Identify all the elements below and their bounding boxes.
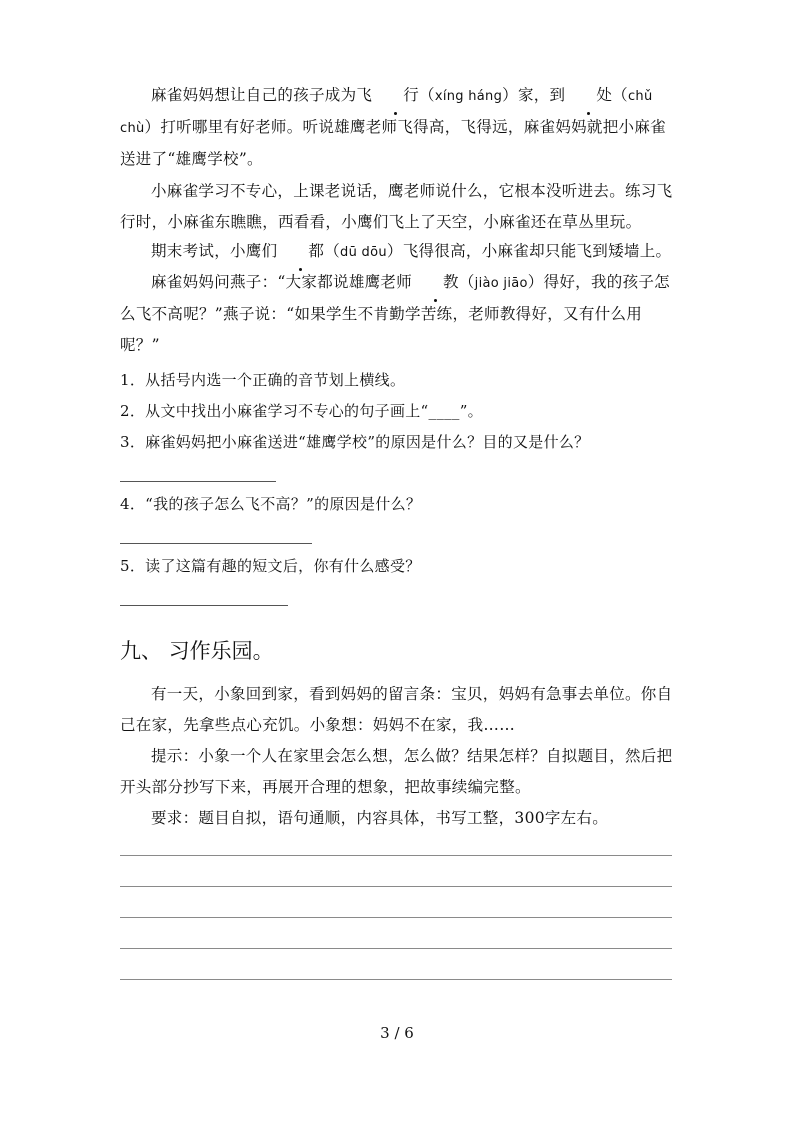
writing-line[interactable] xyxy=(120,855,672,856)
answer-line-4[interactable] xyxy=(120,543,312,544)
dotted-char: 教 xyxy=(412,267,459,298)
question-1: 1．从括号内选一个正确的音节划上横线。 xyxy=(120,371,406,389)
hint-paragraph: 提示：小象一个人在家里会怎么想，怎么做？结果怎样？自拟题目，然后把开头部分抄写下来，再展开合理的想象，把故事续编完整。 xyxy=(120,747,673,796)
requirement-paragraph: 要求：题目自拟，语句通顺，内容具体，书写工整，300字左右。 xyxy=(151,809,609,827)
writing-line[interactable] xyxy=(120,979,672,980)
pinyin-options: xíng háng xyxy=(434,89,503,104)
dotted-char: 处 xyxy=(565,80,612,111)
story-paragraph-4: 麻雀妈妈问燕子：“大家都说雄鹰老师 教（jiào jiāo）得好，我的孩子怎么飞不高呢？”燕子说：“如果学生不肯勤学苦练，老师教得好，又有什么用呢？” xyxy=(120,267,680,361)
page-number: 3 / 6 xyxy=(380,1024,414,1042)
story-paragraph-3: 期末考试，小鹰们 都（dū dōu）飞得很高，小麻雀却只能飞到矮墙上。 xyxy=(120,236,680,268)
pinyin-options: jiào jiāo xyxy=(474,276,528,291)
story-paragraph-1: 麻雀妈妈想让自己的孩子成为飞 行（xíng háng）家，到 处（chǔ chù）打听哪里有好老师。听说雄鹰老师飞得高，飞得远，麻雀妈妈就把小麻雀送进了“雄鹰学校”。 xyxy=(120,80,680,175)
pinyin-options: dū dōu xyxy=(340,245,387,260)
answer-line-5[interactable] xyxy=(120,605,288,606)
prompt-paragraph: 有一天，小象回到家，看到妈妈的留言条：宝贝，妈妈有急事去单位。你自己在家，先拿些点心充饥。小象想：妈妈不在家，我…… xyxy=(120,685,673,734)
dotted-char: 行 xyxy=(372,80,419,111)
section-title: 九、 习作乐园。 xyxy=(120,639,274,663)
answer-line-3[interactable] xyxy=(120,481,276,482)
question-3: 3．麻雀妈妈把小麻雀送进“雄鹰学校”的原因是什么？目的又是什么？ xyxy=(120,433,590,451)
question-2: 2．从文中找出小麻雀学习不专心的句子画上“____”。 xyxy=(120,402,483,420)
question-5: 5．读了这篇有趣的短文后，你有什么感受？ xyxy=(120,557,421,575)
writing-line[interactable] xyxy=(120,948,672,949)
story-paragraph-2: 小麻雀学习不专心，上课老说话，鹰老师说什么，它根本没听进去。练习飞行时，小麻雀东瞧瞧，西看看，小鹰们飞上了天空，小麻雀还在草丛里玩。 xyxy=(120,182,673,231)
writing-line[interactable] xyxy=(120,886,672,887)
pinyin-options: chǔ chù xyxy=(120,89,653,136)
dotted-char: 都 xyxy=(277,236,324,267)
question-4: 4．“我的孩子怎么飞不高？”的原因是什么？ xyxy=(120,495,422,513)
writing-line[interactable] xyxy=(120,917,672,918)
